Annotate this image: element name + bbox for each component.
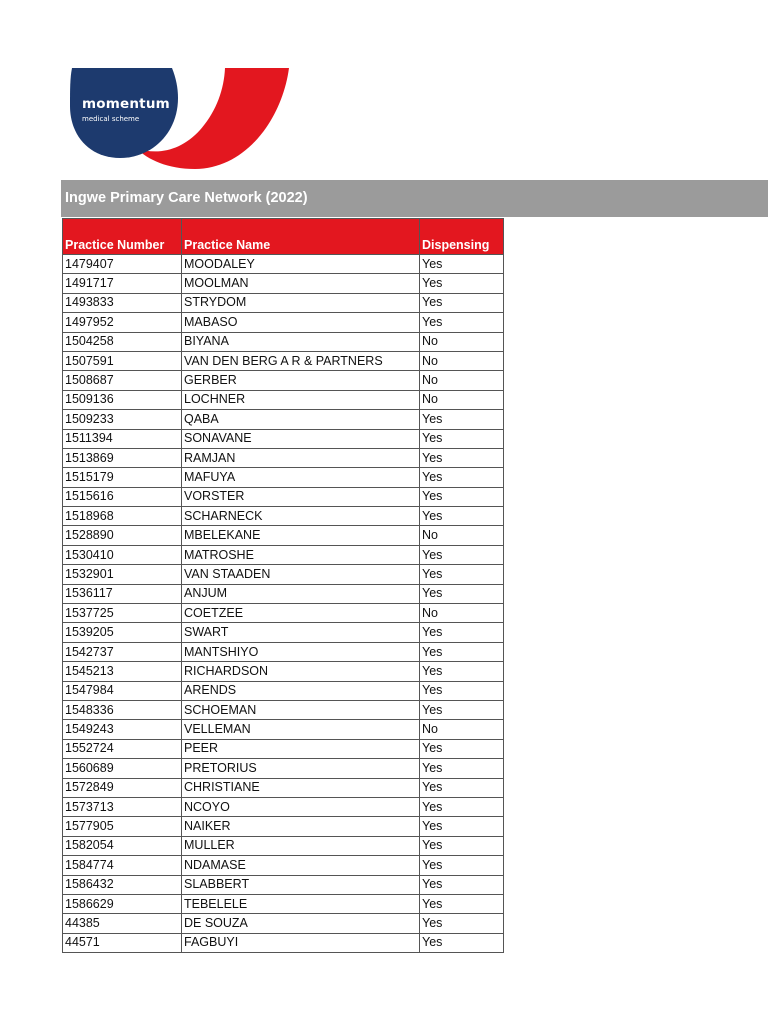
dispensing-cell: Yes bbox=[420, 662, 504, 681]
table-row bbox=[63, 429, 504, 448]
table-header-row bbox=[63, 219, 504, 255]
table-row bbox=[63, 293, 504, 312]
practice-number-cell: 1586432 bbox=[63, 875, 182, 894]
practice-number-cell: 1539205 bbox=[63, 623, 182, 642]
practice-name-cell: MOOLMAN bbox=[182, 274, 420, 293]
dispensing-cell: No bbox=[420, 720, 504, 739]
table-row bbox=[63, 545, 504, 564]
practice-name-cell: MAFUYA bbox=[182, 468, 420, 487]
dispensing-cell: Yes bbox=[420, 274, 504, 293]
practice-number-cell: 1577905 bbox=[63, 817, 182, 836]
dispensing-cell: Yes bbox=[420, 429, 504, 448]
practice-name-cell: PEER bbox=[182, 739, 420, 758]
table-row bbox=[63, 797, 504, 816]
dispensing-cell: Yes bbox=[420, 914, 504, 933]
table-row bbox=[63, 700, 504, 719]
practice-number-cell: 1552724 bbox=[63, 739, 182, 758]
practice-name-cell: VORSTER bbox=[182, 487, 420, 506]
logo-text bbox=[82, 96, 170, 124]
dispensing-cell: No bbox=[420, 332, 504, 351]
practice-name-cell: RAMJAN bbox=[182, 448, 420, 467]
dispensing-cell: No bbox=[420, 604, 504, 623]
dispensing-cell: Yes bbox=[420, 584, 504, 603]
table-row bbox=[63, 604, 504, 623]
dispensing-cell: Yes bbox=[420, 410, 504, 429]
table-row bbox=[63, 351, 504, 370]
table-row bbox=[63, 468, 504, 487]
practice-name-cell: SCHOEMAN bbox=[182, 700, 420, 719]
practice-name-cell: PRETORIUS bbox=[182, 759, 420, 778]
table-row bbox=[63, 526, 504, 545]
practice-number-cell: 1536117 bbox=[63, 584, 182, 603]
dispensing-cell: No bbox=[420, 351, 504, 370]
dispensing-cell: Yes bbox=[420, 894, 504, 913]
practice-name-cell: NAIKER bbox=[182, 817, 420, 836]
practice-name-cell: ANJUM bbox=[182, 584, 420, 603]
practice-name-cell: SCHARNECK bbox=[182, 507, 420, 526]
table-row bbox=[63, 584, 504, 603]
table-row bbox=[63, 565, 504, 584]
practice-number-cell: 1586629 bbox=[63, 894, 182, 913]
dispensing-cell: Yes bbox=[420, 778, 504, 797]
dispensing-cell: Yes bbox=[420, 623, 504, 642]
dispensing-cell: Yes bbox=[420, 817, 504, 836]
dispensing-cell: Yes bbox=[420, 545, 504, 564]
table-row bbox=[63, 720, 504, 739]
practice-name-cell: BIYANA bbox=[182, 332, 420, 351]
logo-subtitle: medical scheme bbox=[82, 115, 140, 123]
momentum-logo bbox=[60, 68, 290, 172]
table-row bbox=[63, 933, 504, 952]
table-row bbox=[63, 914, 504, 933]
practice-name-cell: MANTSHIYO bbox=[182, 642, 420, 661]
practice-name-cell: MBELEKANE bbox=[182, 526, 420, 545]
practice-name-cell: QABA bbox=[182, 410, 420, 429]
table-row bbox=[63, 662, 504, 681]
dispensing-cell: Yes bbox=[420, 739, 504, 758]
dispensing-cell: Yes bbox=[420, 255, 504, 274]
practice-name-cell: LOCHNER bbox=[182, 390, 420, 409]
practice-number-cell: 1513869 bbox=[63, 448, 182, 467]
practice-number-cell: 1547984 bbox=[63, 681, 182, 700]
dispensing-cell: Yes bbox=[420, 933, 504, 952]
practice-name-cell: SWART bbox=[182, 623, 420, 642]
table-row bbox=[63, 875, 504, 894]
practice-number-cell: 1545213 bbox=[63, 662, 182, 681]
practice-number-cell: 44385 bbox=[63, 914, 182, 933]
practice-name-cell: VAN DEN BERG A R & PARTNERS bbox=[182, 351, 420, 370]
page-title: Ingwe Primary Care Network (2022) bbox=[61, 180, 768, 217]
table-row bbox=[63, 778, 504, 797]
practice-name-cell: TEBELELE bbox=[182, 894, 420, 913]
practice-number-cell: 1560689 bbox=[63, 759, 182, 778]
practice-number-cell: 1548336 bbox=[63, 700, 182, 719]
practice-number-cell: 1572849 bbox=[63, 778, 182, 797]
practice-name-cell: FAGBUYI bbox=[182, 933, 420, 952]
practice-number-cell: 1528890 bbox=[63, 526, 182, 545]
practice-number-cell: 1493833 bbox=[63, 293, 182, 312]
dispensing-cell: Yes bbox=[420, 875, 504, 894]
table-row bbox=[63, 759, 504, 778]
dispensing-cell: No bbox=[420, 371, 504, 390]
table-row bbox=[63, 371, 504, 390]
practice-number-cell: 1573713 bbox=[63, 797, 182, 816]
header-practice-name: Practice Name bbox=[182, 219, 420, 255]
practice-number-cell: 1537725 bbox=[63, 604, 182, 623]
table-row bbox=[63, 817, 504, 836]
practice-number-cell: 1530410 bbox=[63, 545, 182, 564]
practice-table bbox=[62, 218, 504, 953]
practice-name-cell: VELLEMAN bbox=[182, 720, 420, 739]
practice-name-cell: ARENDS bbox=[182, 681, 420, 700]
practice-number-cell: 44571 bbox=[63, 933, 182, 952]
dispensing-cell: Yes bbox=[420, 507, 504, 526]
dispensing-cell: Yes bbox=[420, 293, 504, 312]
practice-name-cell: NDAMASE bbox=[182, 856, 420, 875]
table-row bbox=[63, 642, 504, 661]
table-row bbox=[63, 390, 504, 409]
dispensing-cell: Yes bbox=[420, 700, 504, 719]
dispensing-cell: Yes bbox=[420, 836, 504, 855]
dispensing-cell: Yes bbox=[420, 856, 504, 875]
practice-name-cell: STRYDOM bbox=[182, 293, 420, 312]
table-row bbox=[63, 448, 504, 467]
table-row bbox=[63, 410, 504, 429]
practice-name-cell: NCOYO bbox=[182, 797, 420, 816]
practice-name-cell: DE SOUZA bbox=[182, 914, 420, 933]
table-row bbox=[63, 623, 504, 642]
practice-name-cell: MABASO bbox=[182, 313, 420, 332]
practice-name-cell: MULLER bbox=[182, 836, 420, 855]
practice-number-cell: 1584774 bbox=[63, 856, 182, 875]
table-row bbox=[63, 332, 504, 351]
table-row bbox=[63, 681, 504, 700]
table-row bbox=[63, 739, 504, 758]
table-body bbox=[63, 255, 504, 953]
practice-name-cell: CHRISTIANE bbox=[182, 778, 420, 797]
table-row bbox=[63, 274, 504, 293]
practice-number-cell: 1515179 bbox=[63, 468, 182, 487]
header-dispensing: Dispensing bbox=[420, 219, 504, 255]
practice-name-cell: VAN STAADEN bbox=[182, 565, 420, 584]
practice-number-cell: 1549243 bbox=[63, 720, 182, 739]
table-row bbox=[63, 255, 504, 274]
practice-number-cell: 1508687 bbox=[63, 371, 182, 390]
table-row bbox=[63, 894, 504, 913]
dispensing-cell: Yes bbox=[420, 448, 504, 467]
dispensing-cell: Yes bbox=[420, 797, 504, 816]
table-row bbox=[63, 856, 504, 875]
practice-number-cell: 1511394 bbox=[63, 429, 182, 448]
practice-number-cell: 1504258 bbox=[63, 332, 182, 351]
practice-name-cell: RICHARDSON bbox=[182, 662, 420, 681]
practice-number-cell: 1497952 bbox=[63, 313, 182, 332]
dispensing-cell: Yes bbox=[420, 642, 504, 661]
practice-name-cell: GERBER bbox=[182, 371, 420, 390]
practice-number-cell: 1509233 bbox=[63, 410, 182, 429]
table-row bbox=[63, 507, 504, 526]
practice-number-cell: 1518968 bbox=[63, 507, 182, 526]
header-practice-number: Practice Number bbox=[63, 219, 182, 255]
practice-number-cell: 1542737 bbox=[63, 642, 182, 661]
dispensing-cell: Yes bbox=[420, 313, 504, 332]
table-row bbox=[63, 487, 504, 506]
table-row bbox=[63, 313, 504, 332]
practice-name-cell: SONAVANE bbox=[182, 429, 420, 448]
practice-number-cell: 1515616 bbox=[63, 487, 182, 506]
table-row bbox=[63, 836, 504, 855]
dispensing-cell: Yes bbox=[420, 681, 504, 700]
dispensing-cell: Yes bbox=[420, 468, 504, 487]
practice-number-cell: 1491717 bbox=[63, 274, 182, 293]
dispensing-cell: Yes bbox=[420, 487, 504, 506]
dispensing-cell: Yes bbox=[420, 565, 504, 584]
practice-name-cell: MOODALEY bbox=[182, 255, 420, 274]
dispensing-cell: Yes bbox=[420, 759, 504, 778]
practice-number-cell: 1582054 bbox=[63, 836, 182, 855]
practice-name-cell: SLABBERT bbox=[182, 875, 420, 894]
dispensing-cell: No bbox=[420, 526, 504, 545]
practice-name-cell: MATROSHE bbox=[182, 545, 420, 564]
logo-brand: momentum bbox=[82, 96, 170, 112]
practice-number-cell: 1507591 bbox=[63, 351, 182, 370]
practice-number-cell: 1509136 bbox=[63, 390, 182, 409]
dispensing-cell: No bbox=[420, 390, 504, 409]
practice-number-cell: 1479407 bbox=[63, 255, 182, 274]
practice-name-cell: COETZEE bbox=[182, 604, 420, 623]
practice-number-cell: 1532901 bbox=[63, 565, 182, 584]
